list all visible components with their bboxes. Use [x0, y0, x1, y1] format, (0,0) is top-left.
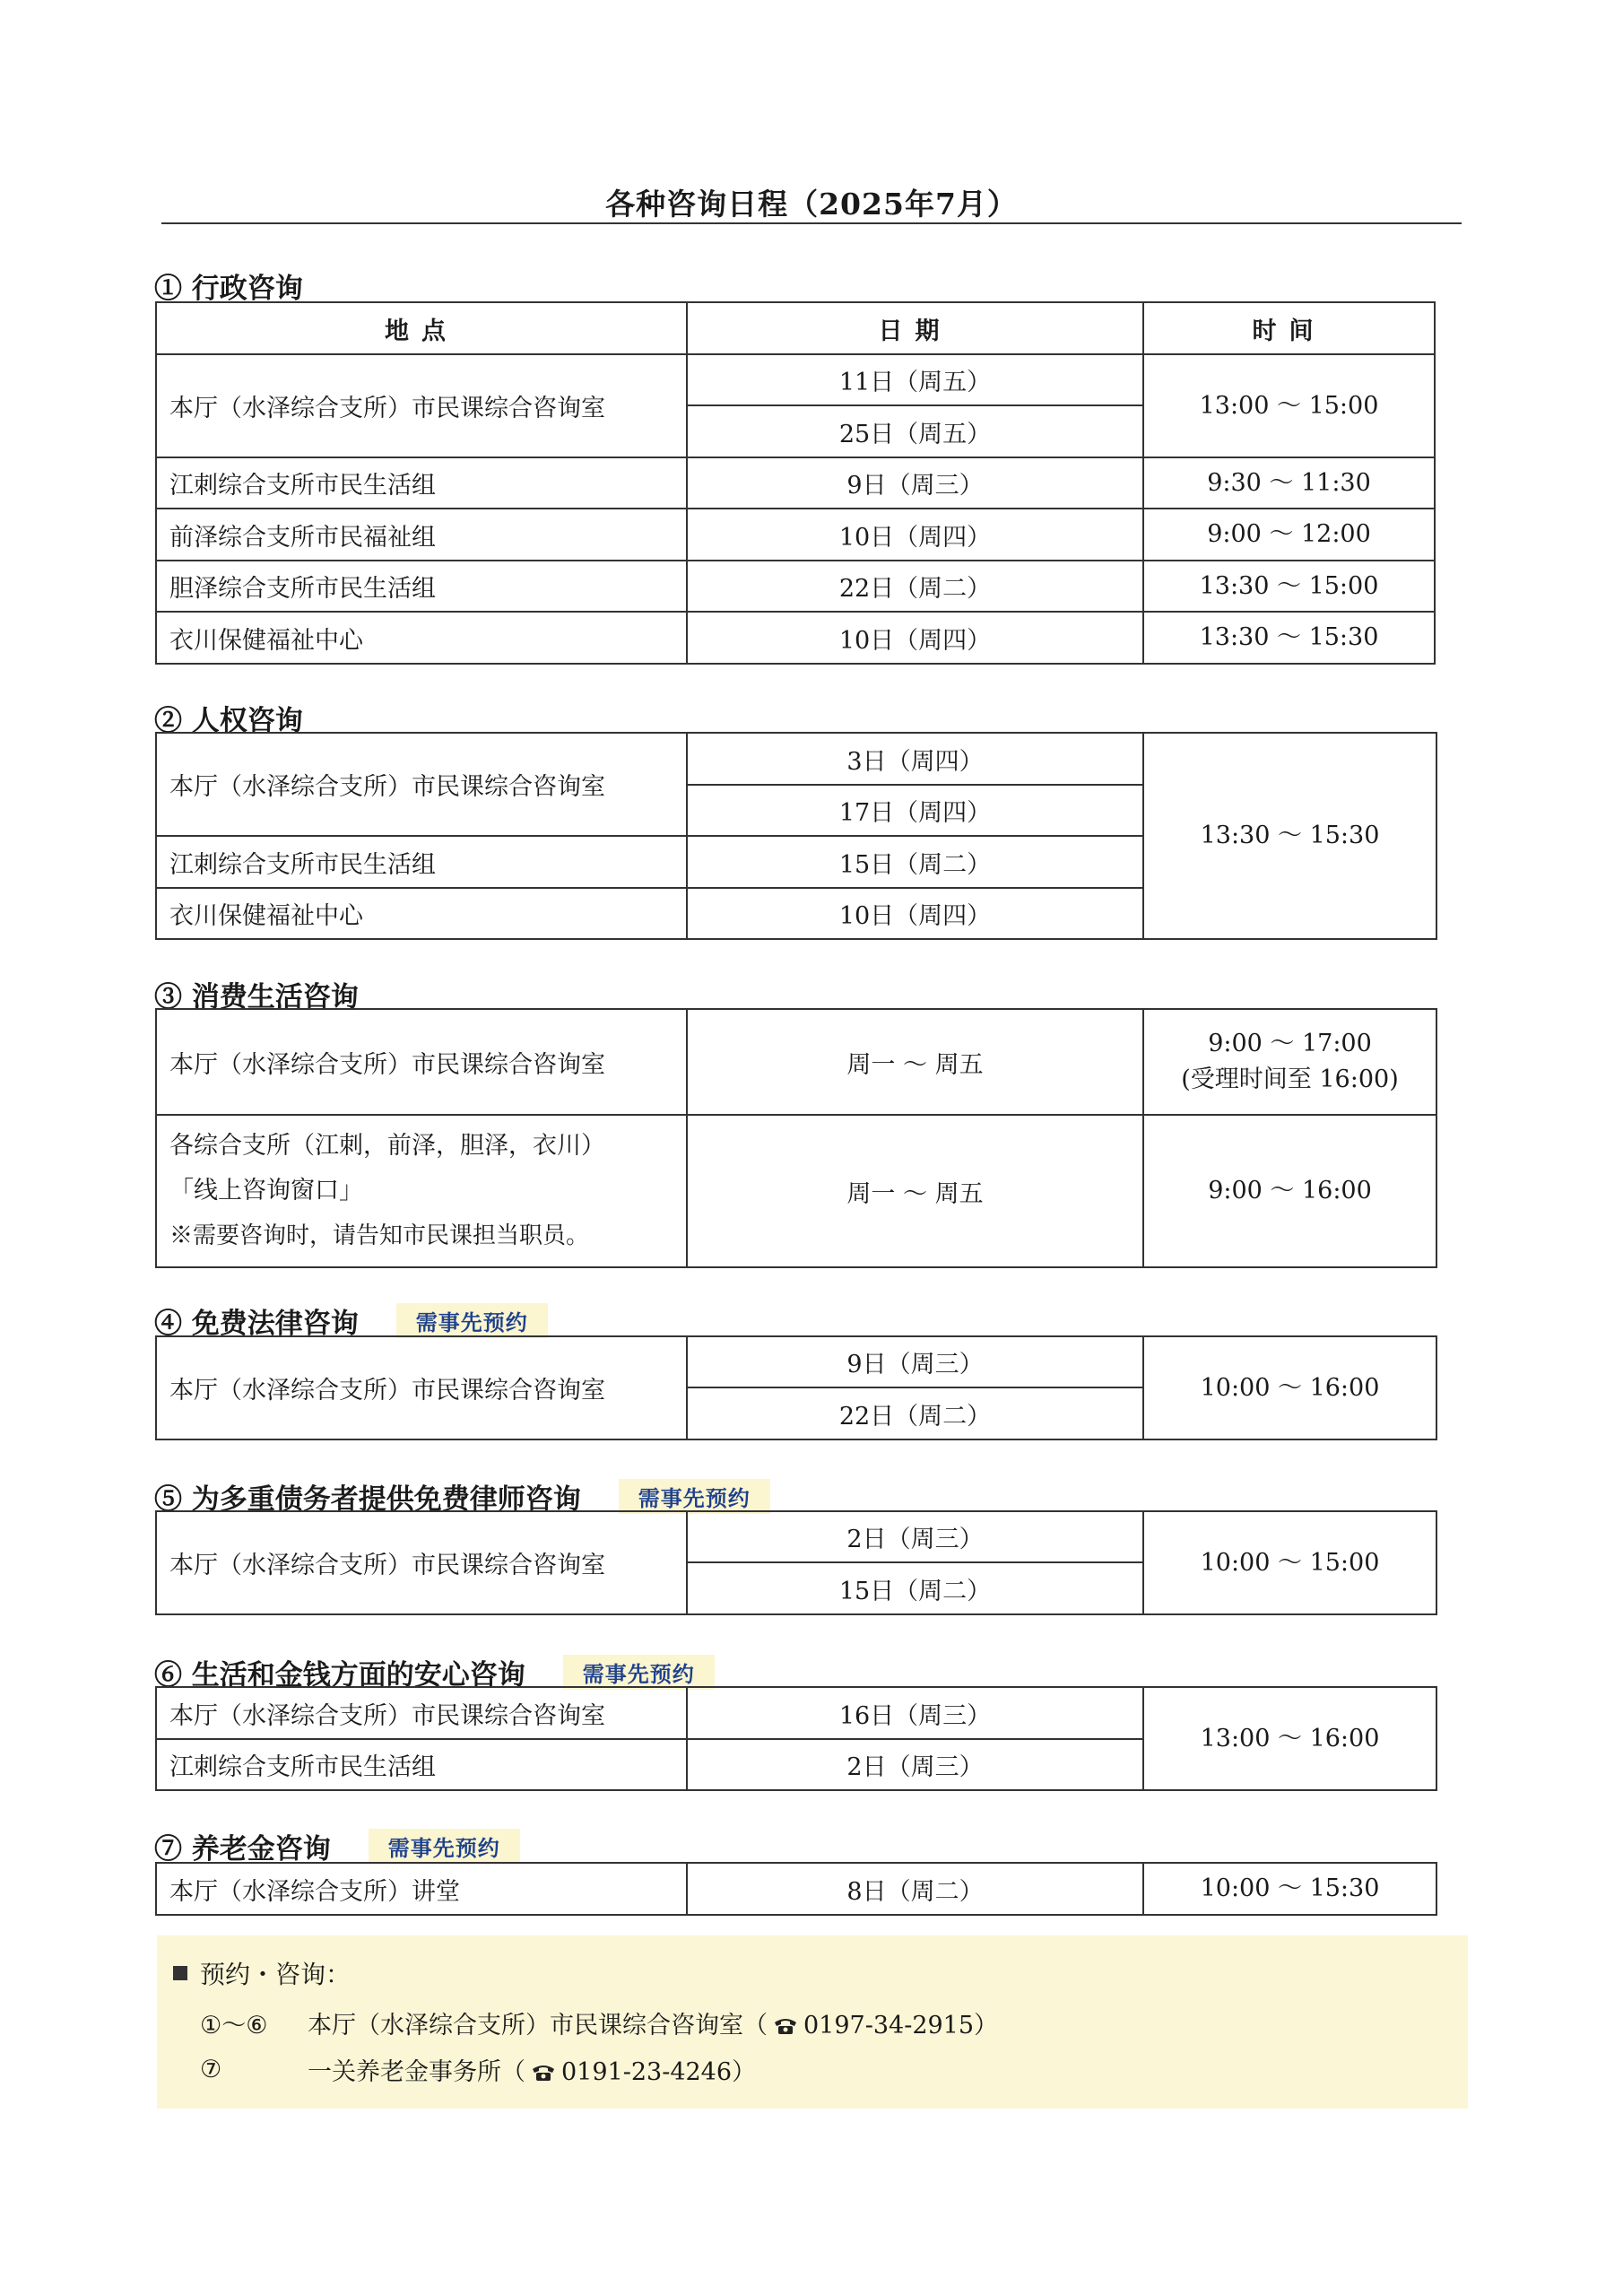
contact-heading [173, 1955, 351, 1991]
section-heading-text: ④ 免费法律咨询 [154, 1308, 359, 1340]
table-row [156, 1009, 1436, 1115]
location-cell: 本厅（水泽综合支所）市民课综合咨询室 [156, 1511, 687, 1614]
contact-range: ⑦ [200, 2056, 222, 2083]
contact-office: 一关养老金事务所（ [308, 2058, 525, 2086]
table-human-rights-consultation [155, 732, 1437, 940]
telephone-icon [531, 2060, 556, 2080]
table-row [156, 612, 1435, 664]
table-debt-consultation [155, 1510, 1437, 1615]
time-cell: 9:00 ～ 12:00 [1143, 509, 1435, 561]
table-money-consultation [155, 1686, 1437, 1791]
table-row [156, 1336, 1436, 1387]
location-line: 各综合支所（江刺，前泽，胆泽，衣川） [169, 1132, 605, 1160]
location-cell: 本厅（水泽综合支所）市民课综合咨询室 [156, 733, 687, 836]
contact-line [200, 2005, 998, 2040]
date-cell: 11日（周五） [687, 354, 1143, 405]
date-cell: 15日（周二） [687, 836, 1143, 888]
time-cell: 13:30 ～ 15:30 [1143, 612, 1435, 664]
location-cell: 胆泽综合支所市民生活组 [156, 561, 687, 612]
location-cell: 本厅（水泽综合支所）市民课综合咨询室 [156, 354, 687, 457]
time-cell: 10:00 ～ 16:00 [1143, 1336, 1436, 1439]
section-heading-text: ② 人权咨询 [154, 705, 303, 737]
header-date: 日期 [687, 302, 1143, 354]
location-cell: 衣川保健福祉中心 [156, 888, 687, 939]
location-note: ※需要咨询时，请告知市民课担当职员。 [169, 1222, 590, 1249]
location-cell: 江刺综合支所市民生活组 [156, 1739, 687, 1790]
date-cell: 22日（周二） [687, 561, 1143, 612]
date-cell: 22日（周二） [687, 1387, 1143, 1439]
location-cell [156, 1115, 687, 1267]
section-heading-text: ③ 消费生活咨询 [154, 981, 359, 1013]
header-location: 地点 [156, 302, 687, 354]
location-cell: 本厅（水泽综合支所）讲堂 [156, 1863, 687, 1915]
time-cell: 10:00 ～ 15:00 [1143, 1511, 1436, 1614]
date-cell: 8日（周二） [687, 1863, 1143, 1915]
table-row [156, 1511, 1436, 1562]
table-row [156, 457, 1435, 509]
date-cell: 17日（周四） [687, 785, 1143, 836]
section-heading-admin [154, 265, 303, 306]
location-cell: 本厅（水泽综合支所）市民课综合咨询室 [156, 1009, 687, 1115]
date-cell: 2日（周三） [687, 1739, 1143, 1790]
table-row [156, 509, 1435, 561]
location-line: 「线上咨询窗口」 [169, 1177, 363, 1205]
date-cell: 周一 ～ 周五 [687, 1115, 1143, 1267]
contact-phone[interactable]: 0197-34-2915） [803, 2012, 999, 2039]
date-cell: 10日（周四） [687, 612, 1143, 664]
section-heading-text: ⑤ 为多重债务者提供免费律师咨询 [154, 1483, 581, 1516]
date-cell: 15日（周二） [687, 1562, 1143, 1614]
contact-box [157, 1935, 1468, 2109]
bullet-square-icon [173, 1966, 187, 1980]
telephone-icon [773, 2013, 798, 2033]
table-row [156, 1687, 1436, 1739]
location-cell: 衣川保健福祉中心 [156, 612, 687, 664]
table-admin-consultation [155, 301, 1436, 665]
location-cell: 本厅（水泽综合支所）市民课综合咨询室 [156, 1687, 687, 1739]
date-cell: 10日（周四） [687, 509, 1143, 561]
time-main: 9:00 ～ 17:00 [1208, 1030, 1372, 1057]
time-note: (受理时间至 16:00) [1181, 1065, 1399, 1093]
location-cell: 江刺综合支所市民生活组 [156, 457, 687, 509]
reservation-badge: 需事先预约 [619, 1479, 770, 1514]
title-rule [161, 222, 1462, 224]
table-legal-consultation [155, 1335, 1437, 1440]
contact-line [200, 2052, 756, 2087]
reservation-badge: 需事先预约 [396, 1303, 548, 1338]
section-heading-pension [154, 1826, 520, 1866]
reservation-badge: 需事先预约 [563, 1655, 715, 1690]
time-cell: 10:00 ～ 15:30 [1143, 1863, 1436, 1915]
date-cell: 2日（周三） [687, 1511, 1143, 1562]
date-cell: 9日（周三） [687, 1336, 1143, 1387]
table-row [156, 1863, 1436, 1915]
page-title: 各种咨询日程（2025年7月） [605, 187, 1018, 222]
date-cell: 3日（周四） [687, 733, 1143, 785]
location-cell: 江刺综合支所市民生活组 [156, 836, 687, 888]
date-cell: 9日（周三） [687, 457, 1143, 509]
table-pension-consultation [155, 1862, 1437, 1916]
location-cell: 前泽综合支所市民福祉组 [156, 509, 687, 561]
contact-phone[interactable]: 0191-23-4246） [561, 2058, 757, 2086]
contact-office: 本厅（水泽综合支所）市民课综合咨询室（ [308, 2012, 768, 2039]
section-heading-text: ① 行政咨询 [154, 273, 303, 305]
date-cell: 16日（周三） [687, 1687, 1143, 1739]
table-consumer-consultation [155, 1008, 1437, 1268]
reservation-badge: 需事先预约 [369, 1829, 520, 1864]
time-cell: 13:30 ～ 15:30 [1143, 733, 1436, 939]
table-row [156, 1115, 1436, 1267]
time-cell: 9:30 ～ 11:30 [1143, 457, 1435, 509]
contact-heading-text: 预约・咨询： [200, 1960, 352, 1989]
date-cell: 10日（周四） [687, 888, 1143, 939]
time-cell: 13:30 ～ 15:00 [1143, 561, 1435, 612]
table-row [156, 561, 1435, 612]
date-cell: 周一 ～ 周五 [687, 1009, 1143, 1115]
table-row [156, 354, 1435, 405]
time-cell: 13:00 ～ 15:00 [1143, 354, 1435, 457]
table-row [156, 733, 1436, 785]
time-cell: 9:00 ～ 16:00 [1143, 1115, 1436, 1267]
header-time: 时间 [1143, 302, 1435, 354]
date-cell: 25日（周五） [687, 405, 1143, 457]
section-heading-text: ⑥ 生活和金钱方面的安心咨询 [154, 1659, 525, 1692]
time-cell: 13:00 ～ 16:00 [1143, 1687, 1436, 1790]
location-cell: 本厅（水泽综合支所）市民课综合咨询室 [156, 1336, 687, 1439]
contact-range: ①～⑥ [200, 2012, 268, 2039]
time-cell [1143, 1009, 1436, 1115]
section-heading-text: ⑦ 养老金咨询 [154, 1833, 331, 1866]
